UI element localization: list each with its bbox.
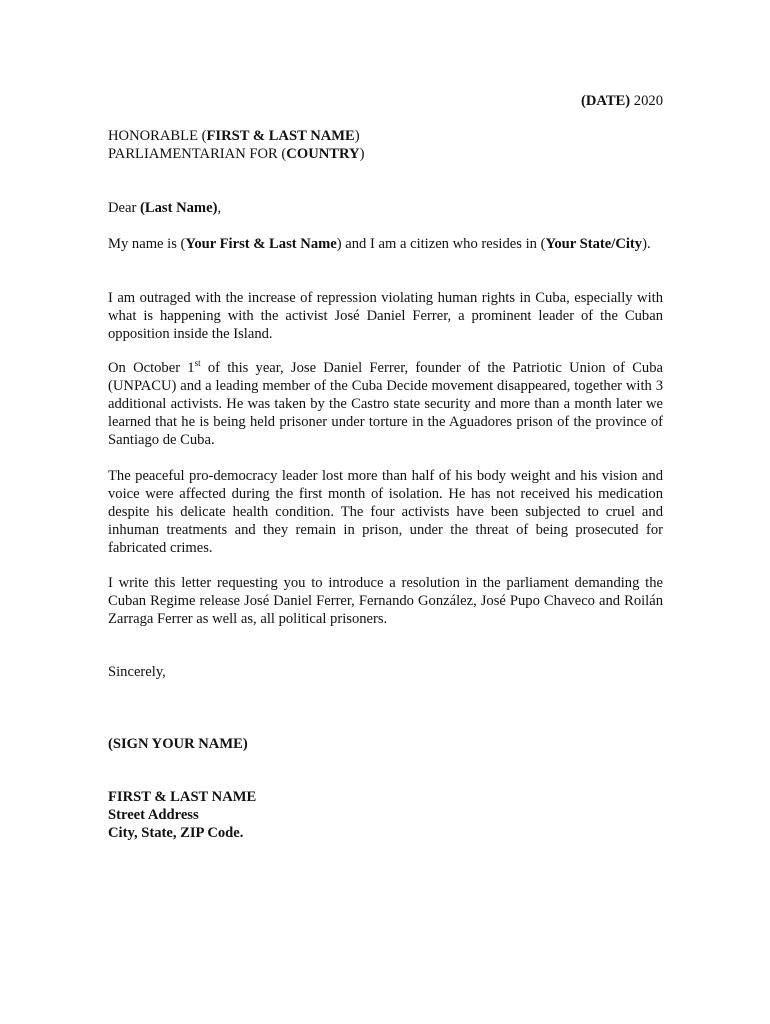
signature-placeholder: (SIGN YOUR NAME) [108,736,248,752]
salutation-name-placeholder: (Last Name) [140,200,218,216]
paragraph-disappearance [108,359,663,449]
date-line [581,92,663,110]
recipient-line-2-suffix: ) [359,146,365,162]
paragraph-introduction [108,235,663,253]
recipient-line-1-prefix: HONORABLE ( [108,128,207,144]
sender-block [108,788,663,842]
closing: Sincerely, [108,664,166,680]
recipient-block [108,127,663,163]
paragraph-health-condition: The peaceful pro-democracy leader lost more than half of his body weight and his vision and voice were affected during the first month of isolation. He has not received his medication despite his delicate health condition. The four activists have been subjected to cruel and inhuman treatments and they remain in prison, under the threat of being prosecuted for fabricated crimes. [108,468,663,556]
date-year: 2020 [630,93,663,109]
date-placeholder: (DATE) [580,93,631,109]
paragraph-3-text-b: of this year, Jose Daniel Ferrer, founder of the Patriotic Union of Cuba (UNPACU) and a leading member of the Cuba Decide movement disappeared, together with 3 additional activists. He was taken by the Castro state security and more than a month later we learned that he is being held prisoner under torture in the Aguadores prison of the province of Santiago de Cuba. [108,360,663,448]
sender-location-placeholder: Your State/City [545,236,643,252]
paragraph-3-text-a: On October 1 [108,360,195,376]
salutation [108,199,663,217]
paragraph-1-text-c: ). [642,236,651,252]
salutation-prefix: Dear [108,200,141,216]
paragraph-1-text-b: ) and I am a citizen who resides in ( [336,236,546,252]
sender-city: City, State, ZIP Code. [108,825,244,841]
recipient-line-1-suffix: ) [354,128,360,144]
sender-street: Street Address [108,807,199,823]
recipient-line-2 [108,145,663,163]
sender-name: FIRST & LAST NAME [108,789,257,805]
paragraph-outrage: I am outraged with the increase of repression violating human rights in Cuba, especially with what is happening with the activist José Daniel Ferrer, a prominent leader of the Cuban opposition inside the Island. [108,290,663,342]
recipient-line-1 [108,127,663,145]
paragraph-request: I write this letter requesting you to introduce a resolution in the parliament demanding the Cuban Regime release José Daniel Ferrer, Fernando González, José Pupo Chaveco and Roilán Zarraga Ferrer as well as, all political prisoners. [108,575,663,627]
salutation-suffix: , [217,200,222,216]
recipient-name-placeholder: FIRST & LAST NAME [206,128,355,144]
recipient-line-2-prefix: PARLIAMENTARIAN FOR ( [108,146,287,162]
ordinal-superscript: st [194,358,201,369]
sender-name-placeholder: Your First & Last Name [185,236,337,252]
paragraph-1-text-a: My name is ( [108,236,186,252]
recipient-country-placeholder: COUNTRY [286,146,360,162]
